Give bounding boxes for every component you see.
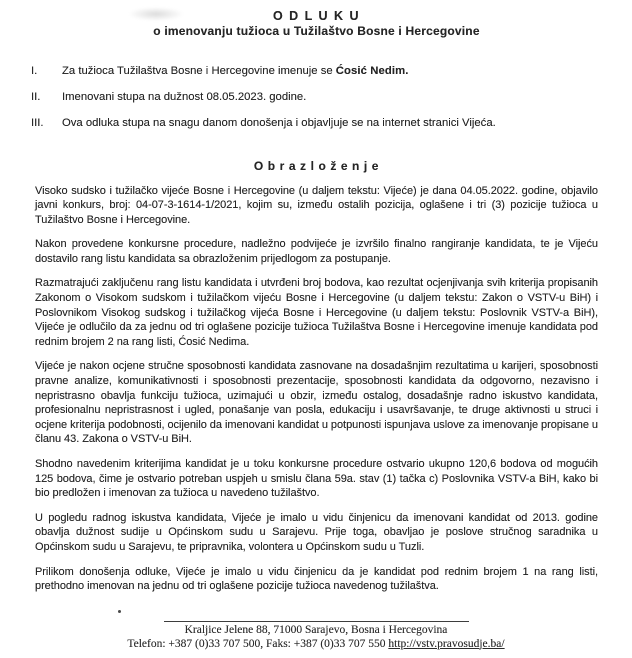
- paragraph-3: Razmatrajući zaključenu rang listu kandidata i utvrđeni broj bodova, kao rezultat ocjenjivanja svih kriterija propisanih Zakonom o Visokom sudskom i tužilačkom vijeću Bosne i Hercegovine (u daljem tekstu: Zakon o VSTV-u BiH) i Poslovnikom Visokog sudskog i tužilačkog vijeća Bosne i Hercegovine (u daljem tekstu: Poslovnik VSTV-a BiH), Vijeće je odlučilo da za jednu od tri oglašene pozicije tužioca Tužilaštva Bosne i Hercegovine imenuje kandidata pod rednim brojem 2 na rang listi, Ćosić Nedima.: [35, 277, 598, 348]
- paragraph-6: U pogledu radnog iskustva kandidata, Vijeće je imalo u vidu činjenicu da imenovani kandidat od 2013. godine obavlja dužnost sudije u Općinskom sudu u Sarajevu. Prije toga, obavljao je poslove stručnog saradnika u Općinskom sudu u Sarajevu, te pripravnika, volontera u Općinskom sudu u Tuzli.: [35, 511, 598, 553]
- paragraph-1: Visoko sudsko i tužilačko vijeće Bosne i Hercegovine (u daljem tekstu: Vijeće) je dana 04.05.2022. godine, objavilo javni konkurs, broj: 04-07-3-1614-1/2021, kojim su, između ostalih pozicija, oglašene i tri (3) pozicije tužioca u Tužilaštvo Bosne i Hercegovine.: [35, 184, 598, 226]
- item-text-plain: Za tužioca Tužilaštva Bosne i Hercegovine imenuje se: [62, 65, 336, 77]
- decision-item-3: [31, 116, 598, 131]
- item-numeral: II.: [31, 91, 41, 103]
- footer-contact: [0, 638, 632, 652]
- paragraph-4: Vijeće je nakon ocjene stručne sposobnosti kandidata zasnovane na dosadašnjim rezultatima u karijeri, sposobnosti pravne analize, komunikativnosti i sposobnosti prezentacije, sposobnosti kandidata da odgovorno, nezavisno i nepristrasno obavlja funkciju tužioca, uzimajući u obzir, između ostalog, dosadašnje radno iskustvo kandidata, profesionalnu nepristrasnost i ugled, ponašanje van posla, edukaciju i usavršavanje, te druge aktivnosti u struci i ocjene kriterija podobnosti, ocijenilo da imenovani kandidat u potpunosti ispunjava uslove za imenovanje propisane u članu 43. Zakona o VSTV-u BiH.: [35, 360, 598, 446]
- footer-phone-fax: Telefon: +387 (0)33 707 500, Faks: +387 (0)33 707 550: [127, 637, 389, 650]
- section-heading-obrazlozenje: O b r a z l o ž e n j e: [253, 158, 380, 173]
- appointee-name: Ćosić Nedim.: [335, 65, 409, 77]
- footer-address: Kraljice Jelene 88, 71000 Sarajevo, Bosna i Hercegovina: [184, 624, 448, 636]
- document-subtitle: o imenovanju tužioca u Tužilaštvo Bosne i Hercegovine: [153, 24, 480, 38]
- paragraph-5: Shodno navedenim kriterijima kandidat je u toku konkursne procedure ostvario ukupno 120,6 bodova od mogućih 125 bodova, čime je ostvario potreban uspjeh u smislu člana 59a. stav (1) tačka c) Poslovnika VSTV-a BiH, kako bi bio predložen i imenovan za tužioca u navedeno tužilaštvo.: [35, 458, 598, 500]
- document-title: O D L U K U: [272, 9, 361, 23]
- scan-dot-artifact: [118, 610, 121, 613]
- paragraph-2: Nakon provedene konkursne procedure, nadležno podvijeće je izvršilo finalno rangiranje kandidata, te je Vijeću dostavilo rang listu kandidata sa obrazloženim prijedlogom za postupanje.: [35, 238, 598, 265]
- item-numeral: III.: [31, 117, 44, 129]
- item-text: [62, 64, 598, 79]
- item-text: Ova odluka stupa na snagu danom donošenja i objavljuje se na internet stranici Vijeća.: [62, 117, 496, 129]
- item-text: Imenovani stupa na dužnost 08.05.2023. godine.: [62, 91, 307, 103]
- page-footer: [0, 621, 632, 651]
- footer-website-link[interactable]: http://vstv.pravosudje.ba/: [388, 637, 505, 650]
- decision-item-2: [31, 90, 598, 105]
- item-numeral: I.: [31, 65, 38, 77]
- decision-items: [31, 64, 598, 131]
- footer-divider: [164, 621, 469, 622]
- paragraph-7: Prilikom donošenja odluke, Vijeće je imalo u vidu činjenicu da je kandidat pod rednim brojem 1 na rang listi, prethodno imenovan na jednu od tri oglašene pozicije tužioca navedenog tužilaštva.: [35, 565, 598, 593]
- decision-item-1: [31, 64, 598, 79]
